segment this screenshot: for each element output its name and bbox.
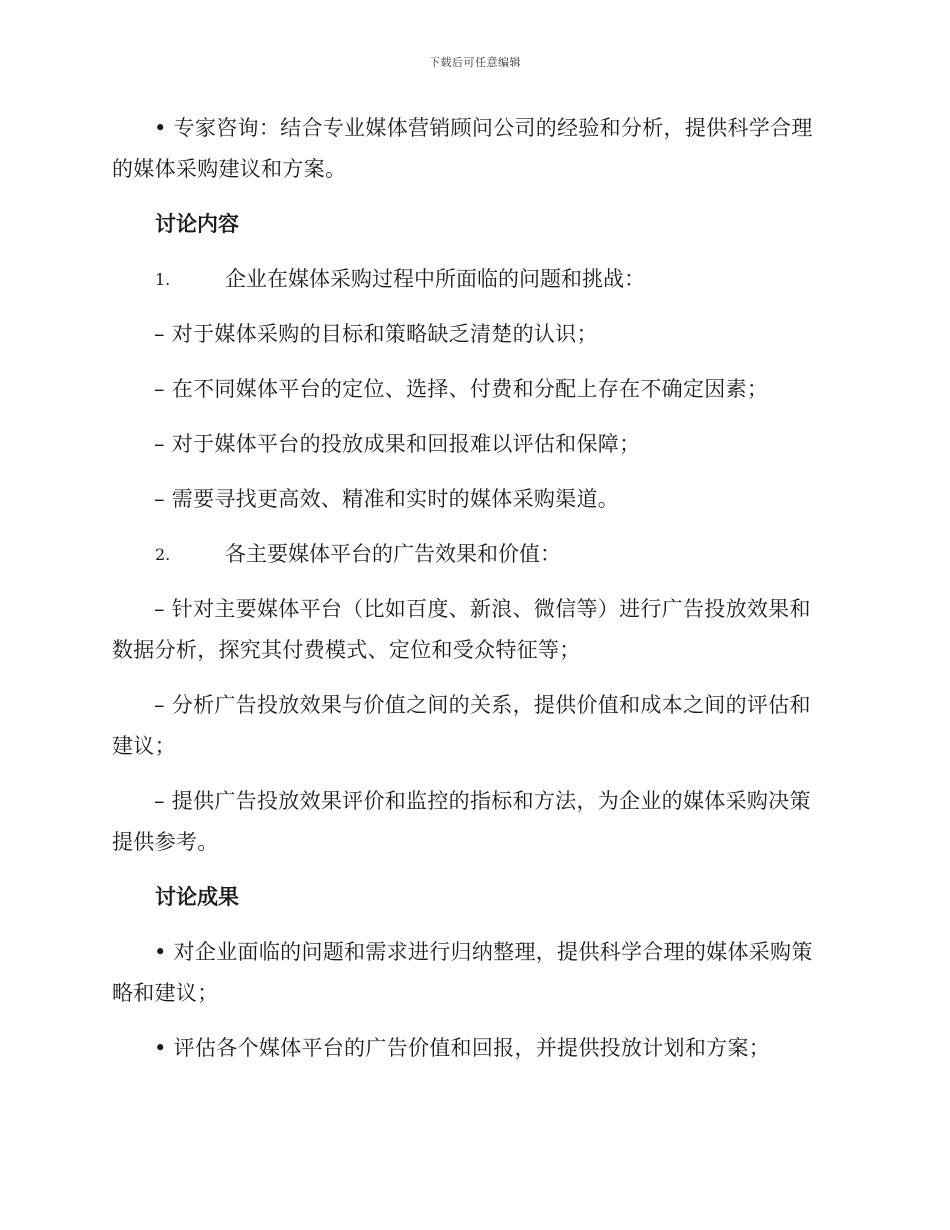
list-item: – 在不同媒体平台的定位、选择、付费和分配上存在不确定因素； (154, 377, 769, 401)
paragraph-expert-consulting: • 专家咨询：结合专业媒体营销顾问公司的经验和分析，提供科学合理的媒体采购建议和方案。 (112, 116, 813, 181)
list-item: – 针对主要媒体平台（比如百度、新浪、微信等）进行广告投放效果和数据分析，探究其付费模式、定位和受众特征等； (112, 597, 811, 662)
item-number: 2. (155, 545, 171, 564)
item-text: 各主要媒体平台的广告效果和价值： (225, 542, 561, 566)
list-item: – 对于媒体平台的投放成果和回报难以评估和保障； (154, 432, 641, 456)
list-item: • 对企业面临的问题和需求进行归纳整理，提供科学合理的媒体采购策略和建议； (112, 940, 813, 1005)
list-item: – 需要寻找更高效、精准和实时的媒体采购渠道。 (154, 487, 620, 511)
list-item: – 提供广告投放效果评价和监控的指标和方法，为企业的媒体采购决策提供参考。 (112, 789, 811, 854)
heading-discussion-content: 讨论内容 (155, 212, 239, 236)
list-item: • 评估各个媒体平台的广告价值和回报，并提供投放计划和方案； (154, 1036, 771, 1060)
item-number: 1. (155, 270, 171, 289)
page-header: 下载后可任意编辑 (429, 56, 521, 69)
item-text: 企业在媒体采购过程中所面临的问题和挑战： (225, 267, 645, 291)
numbered-item-2 (155, 534, 824, 575)
list-item: – 对于媒体采购的目标和策略缺乏清楚的认识； (154, 322, 598, 346)
document-body (112, 108, 824, 1083)
list-item: – 分析广告投放效果与价值之间的关系，提供价值和成本之间的评估和建议； (112, 693, 811, 758)
numbered-item-1 (155, 259, 824, 300)
heading-discussion-results: 讨论成果 (155, 885, 239, 909)
